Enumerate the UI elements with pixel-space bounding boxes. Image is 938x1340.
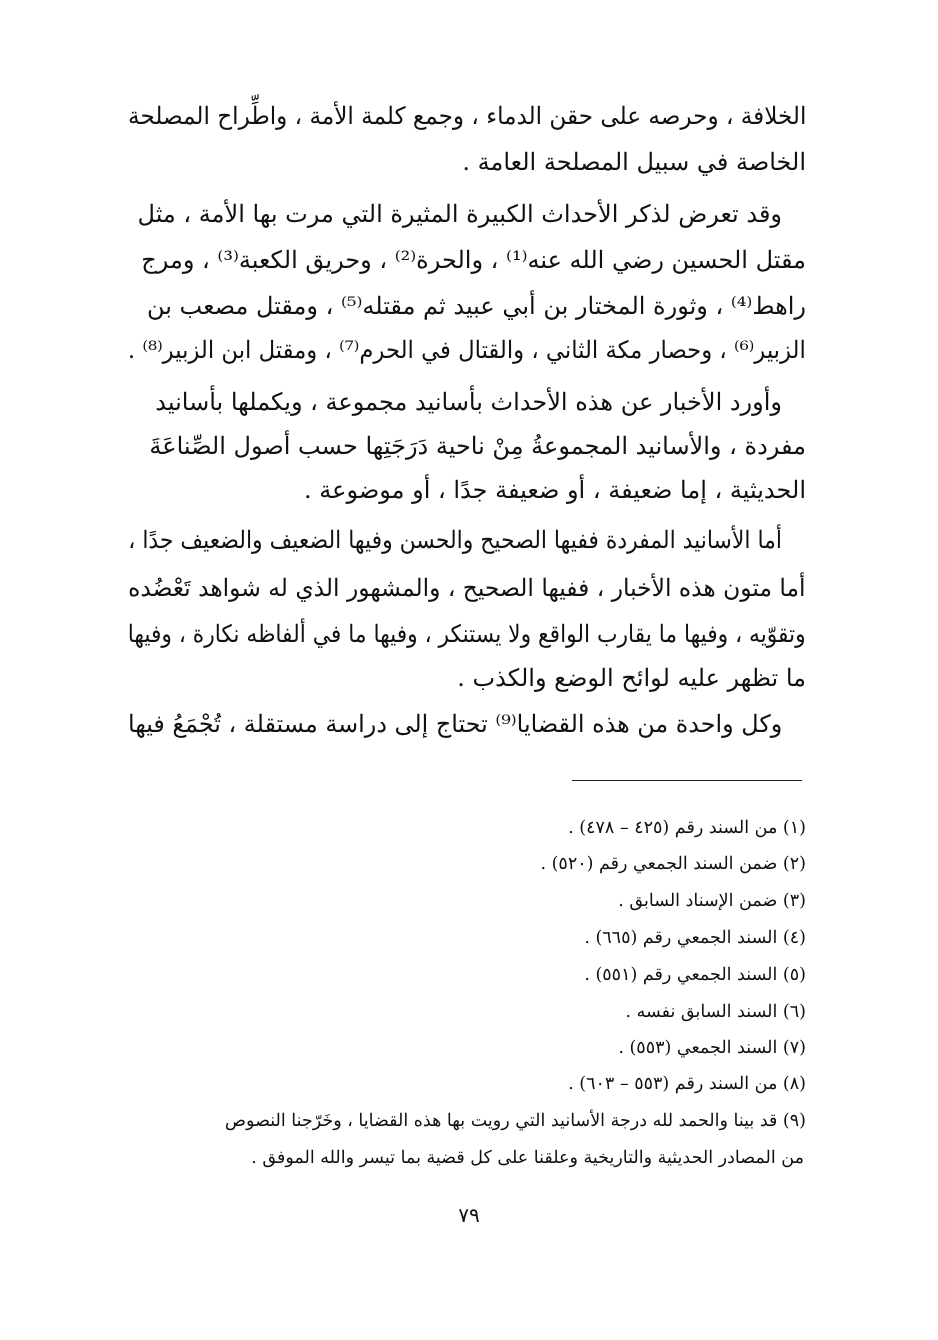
footnote: (٧) السند الجمعي (٥٥٣) .: [618, 1038, 806, 1058]
body-line: ما تظهر عليه لوائح الوضع والكذب .: [457, 664, 806, 692]
footnote: (٥) السند الجمعي رقم (٥٥١) .: [584, 965, 806, 985]
footnote: (٣) ضمن الإسناد السابق .: [618, 891, 806, 911]
footnote: (٨) من السند رقم (٥٥٣ – ٦٠٣) .: [568, 1074, 806, 1094]
footnote: (٩) قد بينا والحمد لله درجة الأسانيد التي رويت بها هذه القضايا ، وخَرّجنا النصوص: [224, 1111, 806, 1131]
footnote: (٢) ضمن السند الجمعي رقم (٥٢٠) .: [540, 854, 806, 874]
body-line: وتقوّيه ، وفيها ما يقارب الواقع ولا يستنكر ، وفيها ما في ألفاظه نكارة ، وفيها: [128, 620, 806, 648]
body-line: أما الأسانيد المفردة ففيها الصحيح والحسن وفيها الضعيف والضعيف جدًا ،: [128, 526, 782, 554]
body-line: مفردة ، والأسانيد المجموعةُ مِنْ ناحية دَرَجَتِها حسب أصول الصِّناعَةَ: [149, 432, 806, 460]
footnote: (٤) السند الجمعي رقم (٦٦٥) .: [584, 928, 806, 948]
body-line: وكل واحدة من هذه القضايا⁽⁹⁾ تحتاج إلى دراسة مستقلة ، تُجْمَعُ فيها: [127, 710, 782, 738]
body-line: راهط⁽⁴⁾ ، وثورة المختار بن أبي عبيد ثم مقتله⁽⁵⁾ ، ومقتل مصعب بن: [146, 292, 806, 320]
page-number: ٧٩: [458, 1203, 480, 1227]
footnote: (١) من السند رقم (٤٢٥ – ٤٧٨) .: [568, 818, 806, 838]
body-line: مقتل الحسين رضي الله عنه⁽¹⁾ ، والحرة⁽²⁾ ، وحريق الكعبة⁽³⁾ ، ومرج: [141, 246, 806, 274]
body-line: وقد تعرض لذكر الأحداث الكبيرة المثيرة التي مرت بها الأمة ، مثل: [137, 200, 782, 228]
body-line: الزبير⁽⁶⁾ ، وحصار مكة الثاني ، والقتال في الحرم⁽⁷⁾ ، ومقتل ابن الزبير⁽⁸⁾ .: [128, 336, 806, 364]
body-line: وأورد الأخبار عن هذه الأحداث بأسانيد مجموعة ، ويكملها بأسانيد: [155, 388, 782, 416]
body-line: الخاصة في سبيل المصلحة العامة .: [462, 148, 806, 176]
body-line: الحديثية ، إما ضعيفة ، أو ضعيفة جدًا ، أو موضوعة .: [304, 476, 806, 504]
footnote-continuation: من المصادر الحديثية والتاريخية وعلقنا على كل قضية بما تيسر والله الموفق .: [251, 1148, 804, 1168]
footnote-separator: [572, 780, 802, 781]
footnote: (٦) السند السابق نفسه .: [625, 1002, 806, 1022]
body-line: أما متون هذه الأخبار ، ففيها الصحيح ، والمشهور الذي له شواهد تَعْضُده: [128, 574, 806, 602]
body-line: الخلافة ، وحرصه على حقن الدماء ، وجمع كلمة الأمة ، واطِّراح المصلحة: [127, 102, 806, 130]
